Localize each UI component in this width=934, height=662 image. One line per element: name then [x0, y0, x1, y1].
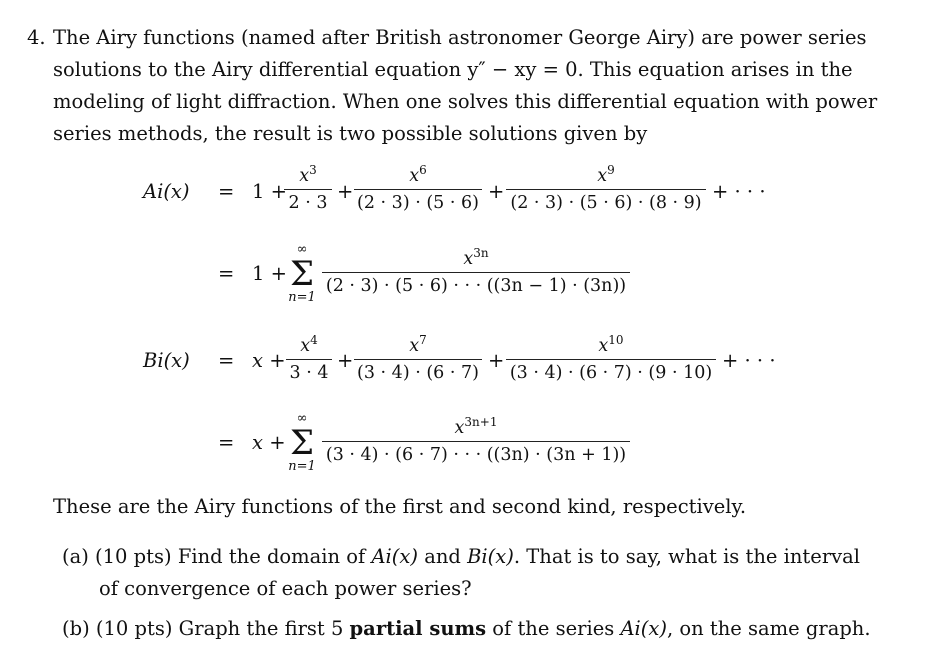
part-b-label: (b): [62, 617, 90, 640]
ai-sum-first-term: 1 +: [252, 262, 287, 285]
part-a-line-2: of convergence of each power series?: [99, 577, 472, 600]
bi-eq-sign: =: [218, 349, 235, 372]
bi-first-term: x +: [252, 349, 286, 372]
part-a-label: (a): [62, 545, 89, 568]
ai-plus-dots: + · · ·: [712, 180, 766, 203]
bi-sum-term: $x^{3n+1}$ (3 · 4) · (6 · 7) · · · ((3n) · (3n + 1)): [322, 415, 630, 468]
bi-sum-first-term: x +: [252, 431, 286, 454]
ai-term-1: [284, 163, 332, 216]
ai-label: Ai(x): [143, 180, 190, 203]
bi-term-3: $x^{10}$ (3 · 4) · (6 · 7) · (9 · 10): [506, 333, 716, 386]
term-var: x: [299, 166, 310, 186]
ai-plus-2: +: [488, 180, 505, 203]
ai-eq-sign: =: [218, 180, 235, 203]
bi-plus-1: +: [337, 349, 354, 372]
problem-number: 4.: [27, 26, 46, 49]
intro-line-2: solutions to the Airy differential equation y″ − xy = 0. This equation arises in the: [53, 58, 853, 81]
bi-term-1: $x^4$ 3 · 4: [286, 333, 332, 386]
bi-plus-2: +: [488, 349, 505, 372]
ai-term-3: $x^9$ (2 · 3) · (5 · 6) · (8 · 9): [506, 163, 706, 216]
intro-line-1: The Airy functions (named after British astronomer George Airy) are power series: [53, 26, 867, 49]
ai-sum-eq-sign: =: [218, 262, 235, 285]
part-a: (a) (10 pts) Find the domain of Ai(x) and Bi(x). That is to say, what is the interval: [62, 545, 861, 568]
outro-text: These are the Airy functions of the first and second kind, respectively.: [53, 495, 747, 518]
bi-plus-dots: + · · ·: [722, 349, 776, 372]
ai-term-2: $x^6$ (2 · 3) · (5 · 6): [354, 163, 482, 216]
ai-first-term: 1 +: [252, 180, 287, 203]
term-denominator: 2 · 3: [288, 193, 328, 213]
intro-line-3: modeling of light diffraction. When one solves this differential equation with power: [53, 90, 878, 113]
partial-sums-bold: partial sums: [349, 617, 487, 640]
bi-sum-eq-sign: =: [218, 431, 235, 454]
part-a-points: (10 pts): [95, 545, 172, 568]
part-b-points: (10 pts): [95, 617, 173, 640]
intro-line-4: series methods, the result is two possible solutions given by: [53, 122, 648, 145]
ai-sum-term: $x^{3n}$ (2 · 3) · (5 · 6) · · · ((3n − 1) · (3n)): [322, 246, 630, 299]
ai-sum-sigma: ∞ Σ n=1: [288, 242, 316, 305]
bi-label: Bi(x): [143, 349, 190, 372]
ai-plus-1: +: [337, 180, 354, 203]
part-b: (b) (10 pts) Graph the first 5 partial sums of the series Ai(x), on the same graph.: [62, 617, 871, 640]
bi-sum-sigma: ∞ Σ n=1: [288, 411, 316, 474]
bi-term-2: $x^7$ (3 · 4) · (6 · 7): [354, 333, 482, 386]
term-power: 3: [309, 163, 317, 178]
